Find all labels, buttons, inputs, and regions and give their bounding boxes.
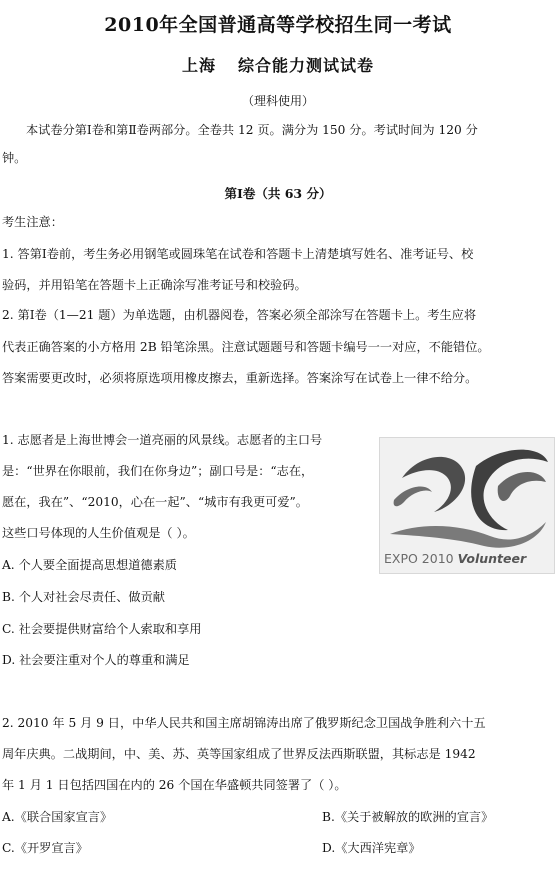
- q1-stem-line-2: 是：“世界在你眼前，我们在你身边”；副口号是：“志在，: [2, 464, 314, 478]
- q2-option-a: A.《联合国家宣言》: [2, 810, 113, 824]
- exam-title: 2010年全国普通高等学校招生同一考试: [104, 14, 452, 36]
- q1-option-a: A. 个人要全面提高思想道德素质: [2, 558, 177, 572]
- q1-stem-line-4: 这些口号体现的人生价值观是（ ）。: [2, 526, 195, 540]
- logo-expo-text: EXPO 2010: [384, 551, 454, 566]
- q2-stem-line-2: 周年庆典。二战期间，中、美、苏、英等国家组成了世界反法西斯联盟，其标志是 1942: [2, 747, 476, 761]
- section-title: 第Ⅰ卷（共 63 分）: [224, 186, 332, 201]
- q1-option-b: B. 个人对社会尽责任、做贡献: [2, 590, 165, 604]
- subtitle-paper-name: 综合能力测试试卷: [238, 56, 375, 75]
- subtitle-city: 上海: [181, 56, 216, 75]
- q2-option-d: D.《大西洋宪章》: [322, 841, 421, 855]
- logo-volunteer-text: Volunteer: [457, 551, 527, 566]
- notice-item-2-line-2: 代表正确答案的小方格用 2B 铅笔涂黑。注意试题题号和答题卡编号一一对应，不能错位。: [2, 340, 490, 354]
- intro-line-2: 钟。: [2, 151, 27, 165]
- q2-stem-line-3: 年 1 月 1 日包括四国在内的 26 个国在华盛顿共同签署了（ ）。: [2, 778, 347, 792]
- notice-item-2-line-1: 2. 第Ⅰ卷（1—21 题）为单选题，由机器阅卷，答案必须全部涂写在答题卡上。考生应将: [2, 308, 477, 322]
- notice-item-1-line-2: 验码，并用铅笔在答题卡上正确涂写准考证号和校验码。: [2, 278, 307, 292]
- logo-caption: [384, 551, 526, 566]
- q1-option-d: D. 社会要注重对个人的尊重和满足: [2, 653, 190, 667]
- q1-stem-line-3: 愿在，我在”、“2010，心在一起”、“城市有我更可爱”。: [2, 495, 308, 509]
- q1-option-c: C. 社会要提供财富给个人索取和享用: [2, 622, 202, 636]
- q2-stem-line-1: 2. 2010 年 5 月 9 日，中华人民共和国主席胡锦涛出席了俄罗斯纪念卫国战争胜利六十五: [2, 716, 486, 730]
- intro-line-1: 本试卷分第Ⅰ卷和第Ⅱ卷两部分。全卷共 12 页。满分为 150 分。考试时间为 120 分: [26, 123, 478, 137]
- notice-item-1-line-1: 1. 答第Ⅰ卷前，考生务必用钢笔或圆珠笔在试卷和答题卡上清楚填写姓名、准考证号、校: [2, 247, 474, 261]
- usage-note: （理科使用）: [241, 94, 314, 108]
- q1-stem-line-1: 1. 志愿者是上海世博会一道亮丽的风景线。志愿者的主口号: [2, 433, 323, 447]
- notice-item-2-line-3: 答案需要更改时，必须将原选项用橡皮擦去，重新选择。答案涂写在试卷上一律不给分。: [2, 371, 478, 385]
- exam-subtitle: [0, 53, 556, 76]
- notice-heading: 考生注意：: [2, 215, 63, 229]
- q2-option-c: C.《开罗宣言》: [2, 841, 88, 855]
- expo-volunteer-logo: [379, 437, 555, 574]
- q2-option-b: B.《关于被解放的欧洲的宣言》: [322, 810, 494, 824]
